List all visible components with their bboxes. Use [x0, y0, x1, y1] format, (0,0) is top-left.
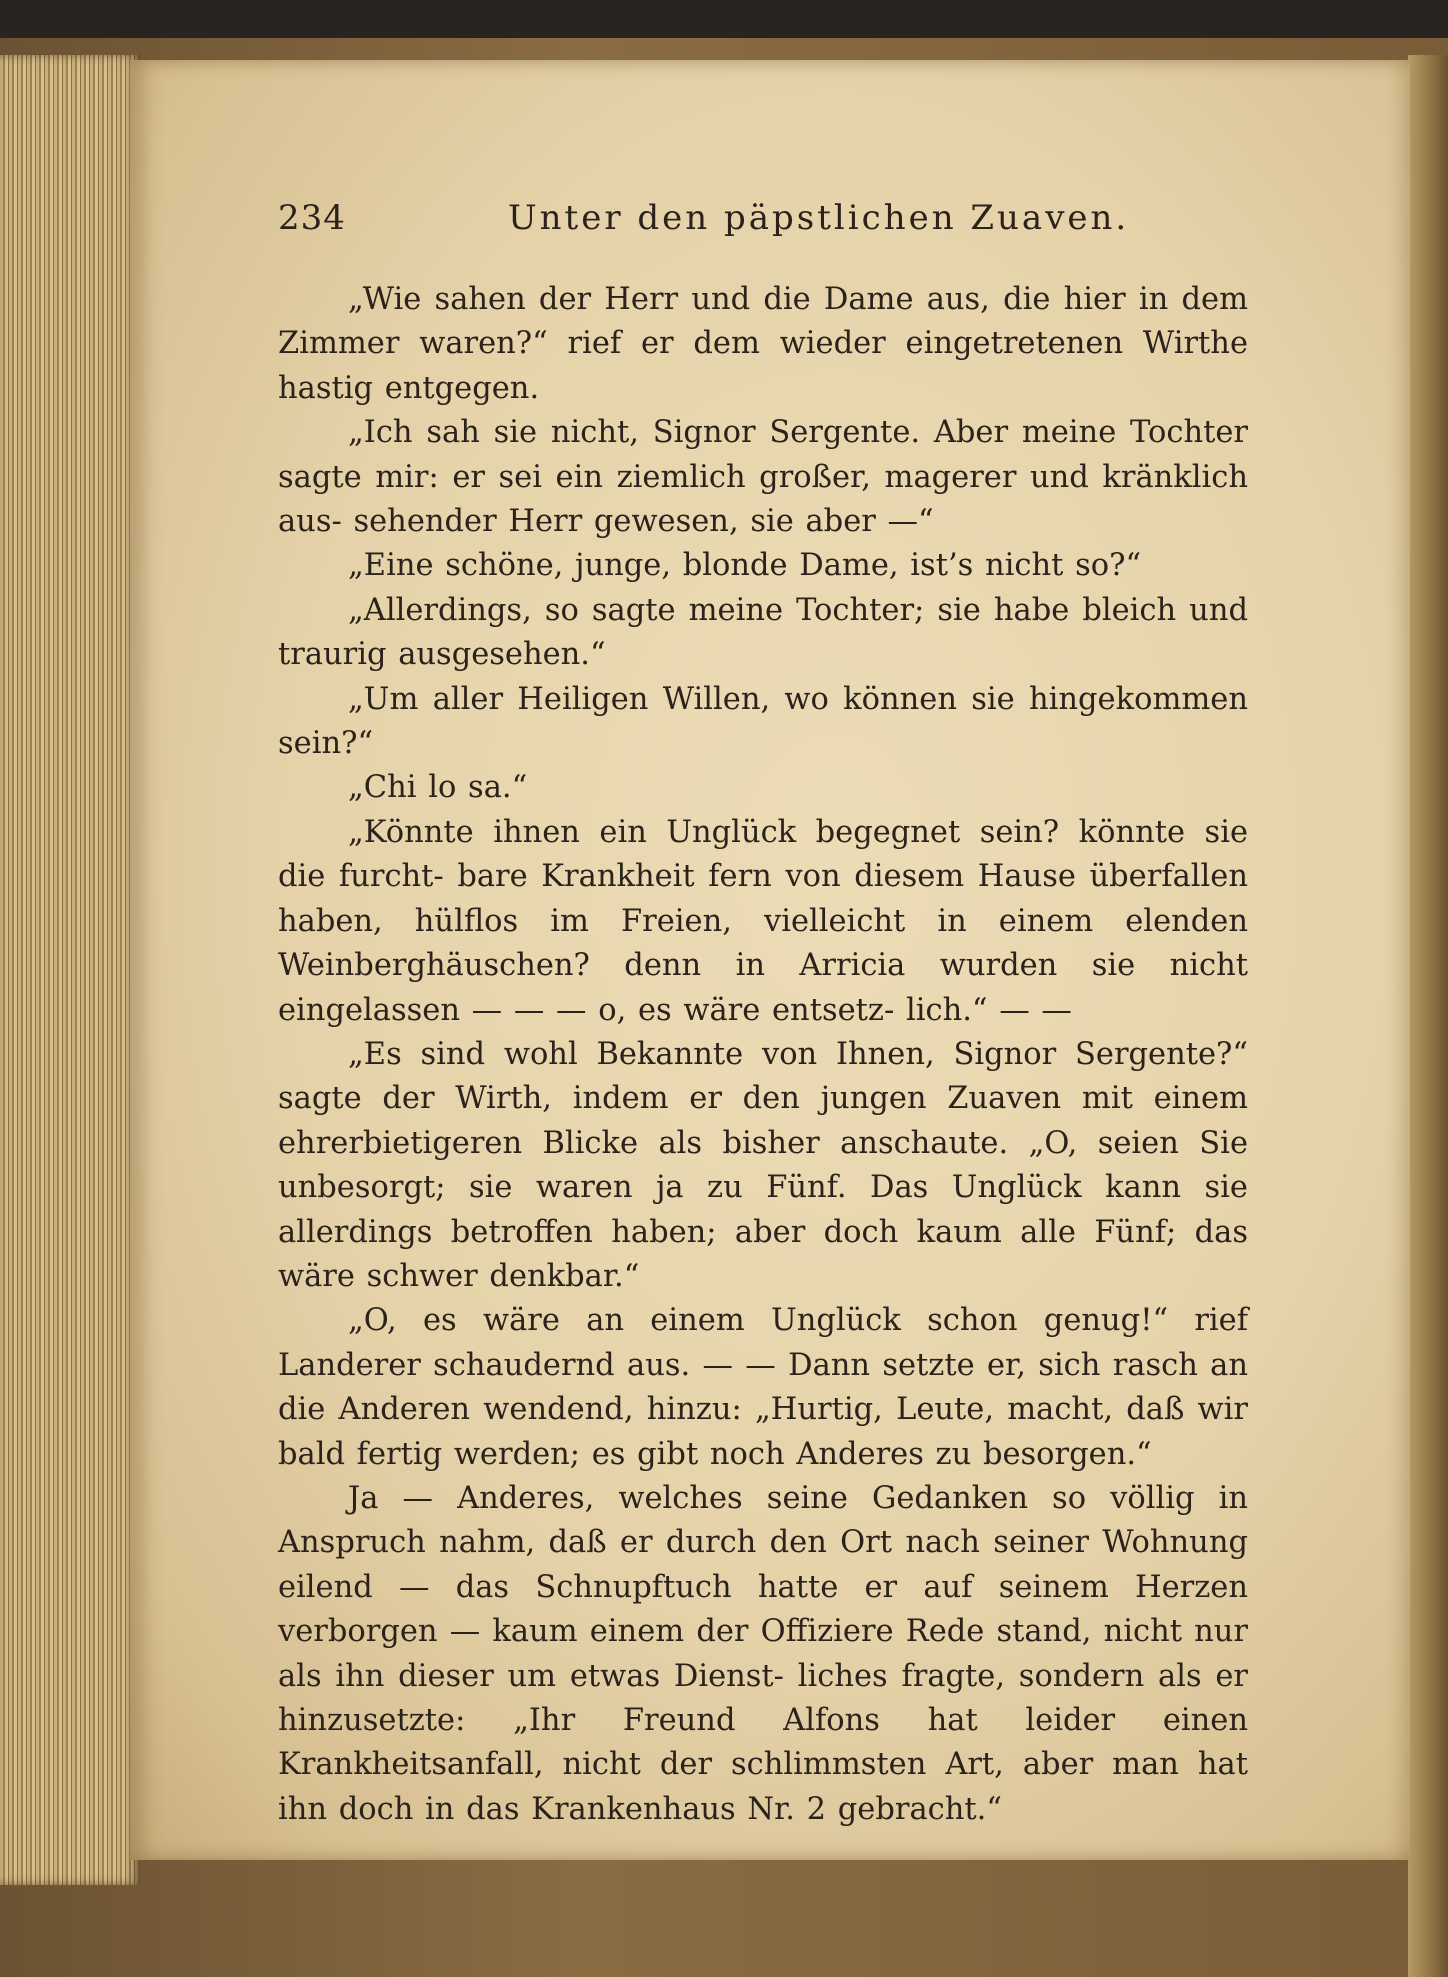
body-text [278, 278, 1248, 1832]
page-edges [0, 55, 140, 1885]
page-number: 234 [278, 198, 346, 238]
facing-page-edge [1408, 55, 1448, 1977]
running-title: Unter den päpstlichen Zuaven. [508, 198, 1130, 238]
page-header [278, 198, 1158, 248]
paragraph: Ja — Anderes, welches seine Gedanken so völlig in Anspruch nahm, daß er durch den Ort nach seiner Wohnung eilend — das Schnupftuch hatte er auf seinem Herzen verborgen — kaum einem der Offiziere Rede stand, nicht nur als ihn dieser um etwas Dienst- liches fragte, sondern als er hinzusetzte: „Ihr Freund Alfons hat leider einen Krankheitsanfall, nicht der schlimmsten Art, aber man hat ihn doch in das Krankenhaus Nr. 2 gebracht.“ [278, 1480, 1248, 1827]
paragraph: „Um aller Heiligen Willen, wo können sie hingekommen sein?“ [278, 681, 1248, 762]
book-page [130, 60, 1410, 1860]
paragraph: „Allerdings, so sagte meine Tochter; sie habe bleich und traurig ausgesehen.“ [278, 592, 1248, 673]
paragraph: „Wie sahen der Herr und die Dame aus, die hier in dem Zimmer waren?“ rief er dem wieder eingetretenen Wirthe hastig entgegen. [278, 282, 1248, 406]
paragraph: „O, es wäre an einem Unglück schon genug!“ rief Landerer schaudernd aus. — — Dann setzte er, sich rasch an die Anderen wendend, hinzu: „Hurtig, Leute, macht, daß wir bald fertig werden; es gibt noch Anderes zu besorgen.“ [278, 1303, 1248, 1472]
paragraph: „Könnte ihnen ein Unglück begegnet sein? könnte sie die furcht- bare Krankheit fern von diesem Hause überfallen haben, hülflos im Freien, vielleicht in einem elenden Weinberghäuschen? denn in Arricia wurden sie nicht eingelassen — — — o, es wäre entsetz- lich.“ — — [278, 814, 1248, 1028]
paragraph: „Ich sah sie nicht, Signor Sergente. Aber meine Tochter sagte mir: er sei ein ziemlich großer, magerer und kränklich aus- sehender Herr gewesen, sie aber —“ [278, 415, 1248, 540]
paragraph: „Es sind wohl Bekannte von Ihnen, Signor Sergente?“ sagte der Wirth, indem er den jungen Zuaven mit einem ehrerbietigeren Blicke als bisher anschaute. „O, seien Sie unbesorgt; sie waren ja zu Fünf. Das Unglück kann sie allerdings betroffen haben; aber doch kaum alle Fünf; das wäre schwer denkbar.“ [278, 1036, 1248, 1294]
paragraph: „Chi lo sa.“ [348, 770, 528, 806]
paragraph: „Eine schöne, junge, blonde Dame, ist’s nicht so?“ [348, 548, 1142, 584]
